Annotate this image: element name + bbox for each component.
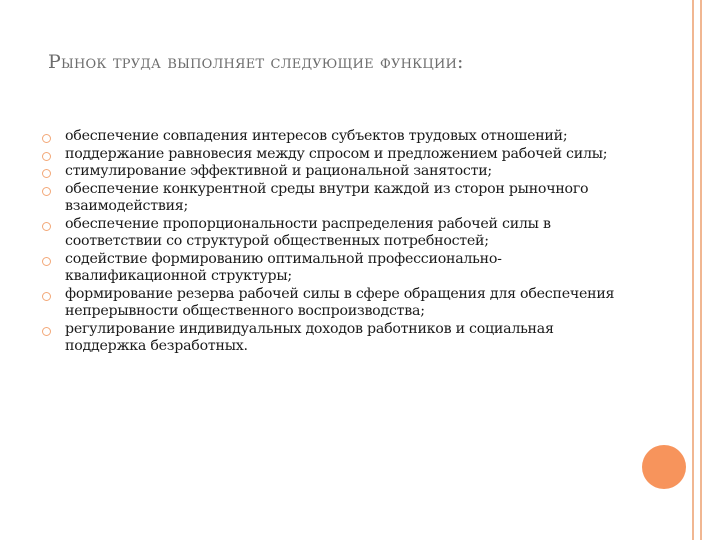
circle-outline-icon — [42, 222, 51, 231]
circle-outline-icon — [42, 327, 51, 336]
list-item — [42, 146, 622, 164]
circle-outline-icon — [42, 257, 51, 266]
list-item-text: содействие формированию оптимальной профессионально-квалификационной структуры; — [65, 250, 502, 284]
list-item-text: стимулирование эффективной и рациональной занятости; — [65, 163, 492, 179]
circle-outline-icon — [42, 134, 51, 143]
list-item — [42, 128, 622, 146]
list-item — [42, 251, 622, 286]
slide-title: Рынок труда выполняет следующие функции: — [48, 51, 464, 73]
list-item-text: обеспечение конкурентной среды внутри каждой из сторон рыночного взаимодействия; — [65, 180, 589, 214]
list-item — [42, 181, 622, 216]
list-item — [42, 163, 622, 181]
list-item — [42, 321, 622, 356]
functions-list — [42, 128, 622, 356]
list-item-text: регулирование индивидуальных доходов работников и социальная поддержка безработных. — [65, 320, 554, 354]
circle-outline-icon — [42, 169, 51, 178]
list-item-text: обеспечение совпадения интересов субъектов трудовых отношений; — [65, 128, 568, 144]
frame-line-outer — [700, 0, 702, 540]
list-item — [42, 286, 622, 321]
list-item — [42, 216, 622, 251]
list-item-text: обеспечение пропорциональности распределения рабочей силы в соответствии со структурой общественных потребностей; — [65, 215, 551, 249]
circle-outline-icon — [42, 187, 51, 196]
circle-outline-icon — [42, 152, 51, 161]
list-item-text: формирование резерва рабочей силы в сфере обращения для обеспечения непрерывности общественного воспроизводства; — [65, 285, 615, 319]
frame-line-inner — [692, 0, 694, 540]
circle-outline-icon — [42, 292, 51, 301]
accent-circle-icon — [642, 445, 686, 489]
list-item-text: поддержание равновесия между спросом и предложением рабочей силы; — [65, 145, 608, 162]
